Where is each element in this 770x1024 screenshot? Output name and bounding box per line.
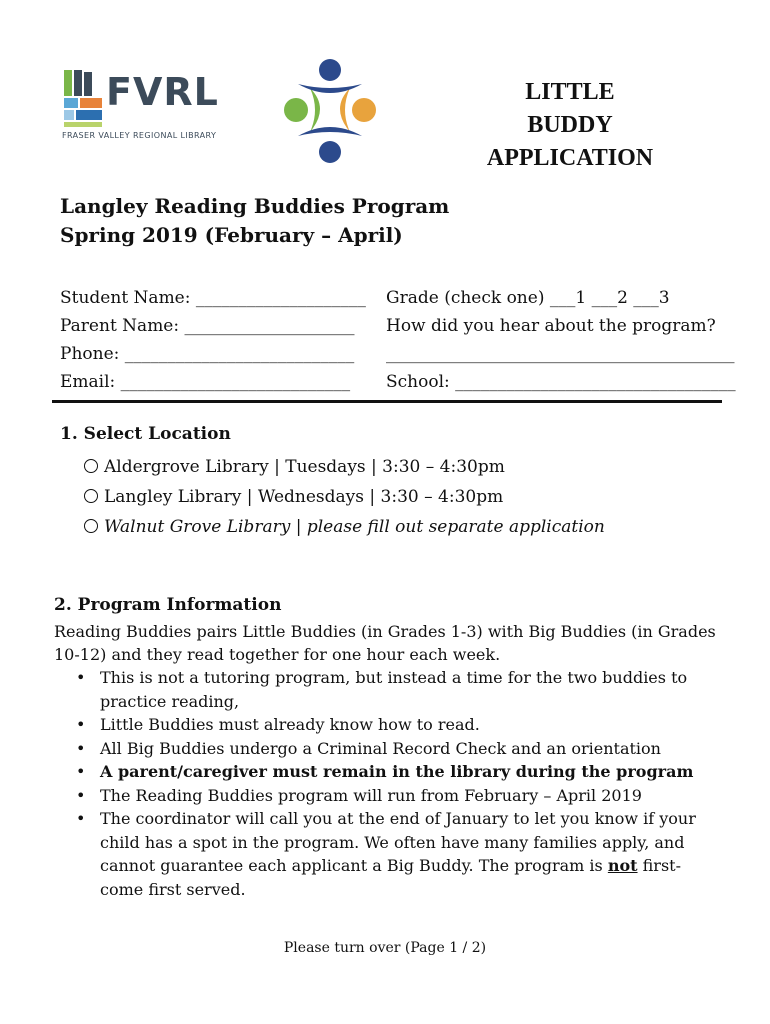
- bullet-icon: •: [76, 738, 86, 758]
- list-item-text: This is not a tutoring program, but instead a time for the two buddies to practice reading,: [100, 668, 688, 711]
- page-footer: Please turn over (Page 1 / 2): [283, 940, 487, 956]
- bullet-icon: •: [76, 668, 86, 687]
- email-field[interactable]: Email: ___________________________: [60, 372, 351, 392]
- program-dates: Spring 2019 (February – April): [60, 223, 403, 247]
- reading-buddies-logo: [280, 58, 380, 164]
- list-item: [76, 760, 716, 784]
- title-line-2: BUDDY: [527, 112, 613, 138]
- location-option-aldergrove[interactable]: [84, 452, 505, 482]
- title-line-1: LITTLE: [525, 79, 615, 105]
- location-option-walnut-grove[interactable]: [84, 512, 605, 542]
- heard-answer-line[interactable]: _________________________________________: [386, 344, 735, 364]
- list-item: [76, 807, 716, 901]
- section-2-heading: 2. Program Information: [54, 595, 282, 615]
- bullet-icon: •: [76, 762, 86, 781]
- radio-circle-icon[interactable]: [84, 489, 98, 503]
- list-item-text: Little Buddies must already know how to read.: [100, 715, 480, 734]
- program-title: Langley Reading Buddies Program: [60, 194, 450, 218]
- emphasis-not: not: [607, 856, 638, 875]
- phone-field[interactable]: Phone: ___________________________: [60, 344, 355, 364]
- bullet-icon: •: [76, 809, 86, 828]
- program-intro: Reading Buddies pairs Little Buddies (in Grades 1-3) with Big Buddies (in Grades 10-12) and they read together for one hour each week.: [54, 622, 716, 664]
- bullet-icon: •: [76, 785, 86, 805]
- section-divider: [52, 400, 722, 403]
- list-item-text: The coordinator will call you at the end of January to let you know if your child has a spot in the program. We often have many families apply, and cannot guarantee each applicant a Big Buddy. The program is: [100, 809, 696, 875]
- list-item-text-end: first-come first served.: [100, 856, 681, 899]
- heard-question: How did you hear about the program?: [386, 316, 716, 336]
- location-option-langley[interactable]: [84, 482, 503, 512]
- list-item: [76, 737, 716, 761]
- form-right-column: [386, 284, 736, 396]
- student-name-field[interactable]: Student Name: ____________________: [60, 288, 366, 308]
- list-item-text: All Big Buddies undergo a Criminal Record Check and an orientation: [100, 738, 661, 758]
- logo-text: FVRL: [106, 70, 219, 114]
- program-heading: [60, 192, 449, 250]
- radio-circle-icon[interactable]: [84, 519, 98, 533]
- list-item: [76, 784, 716, 808]
- program-info-list: [76, 666, 716, 901]
- title-line-3: APPLICATION: [486, 145, 654, 171]
- location-label: Walnut Grove Library | please fill out separate application: [104, 517, 605, 537]
- radio-circle-icon[interactable]: [84, 459, 98, 473]
- location-label: Langley Library | Wednesdays | 3:30 – 4:30pm: [104, 487, 504, 507]
- bullet-icon: •: [76, 715, 86, 734]
- list-item: [76, 666, 716, 713]
- fvrl-logo: [60, 68, 230, 144]
- form-left-column: [60, 284, 366, 396]
- parent-name-field[interactable]: Parent Name: ____________________: [60, 316, 355, 336]
- location-label: Aldergrove Library | Tuesdays | 3:30 – 4:30pm: [104, 457, 505, 477]
- school-field[interactable]: School: _________________________________: [386, 372, 736, 392]
- list-item-text: A parent/caregiver must remain in the library during the program: [100, 762, 694, 781]
- list-item: [76, 713, 716, 737]
- grade-field[interactable]: Grade (check one) ___1 ___2 ___3: [386, 288, 670, 308]
- application-title: [470, 76, 670, 175]
- section-1-heading: 1. Select Location: [60, 424, 231, 444]
- logo-subtitle: FRASER VALLEY REGIONAL LIBRARY: [62, 131, 217, 140]
- list-item-text: The Reading Buddies program will run from February – April 2019: [100, 785, 642, 805]
